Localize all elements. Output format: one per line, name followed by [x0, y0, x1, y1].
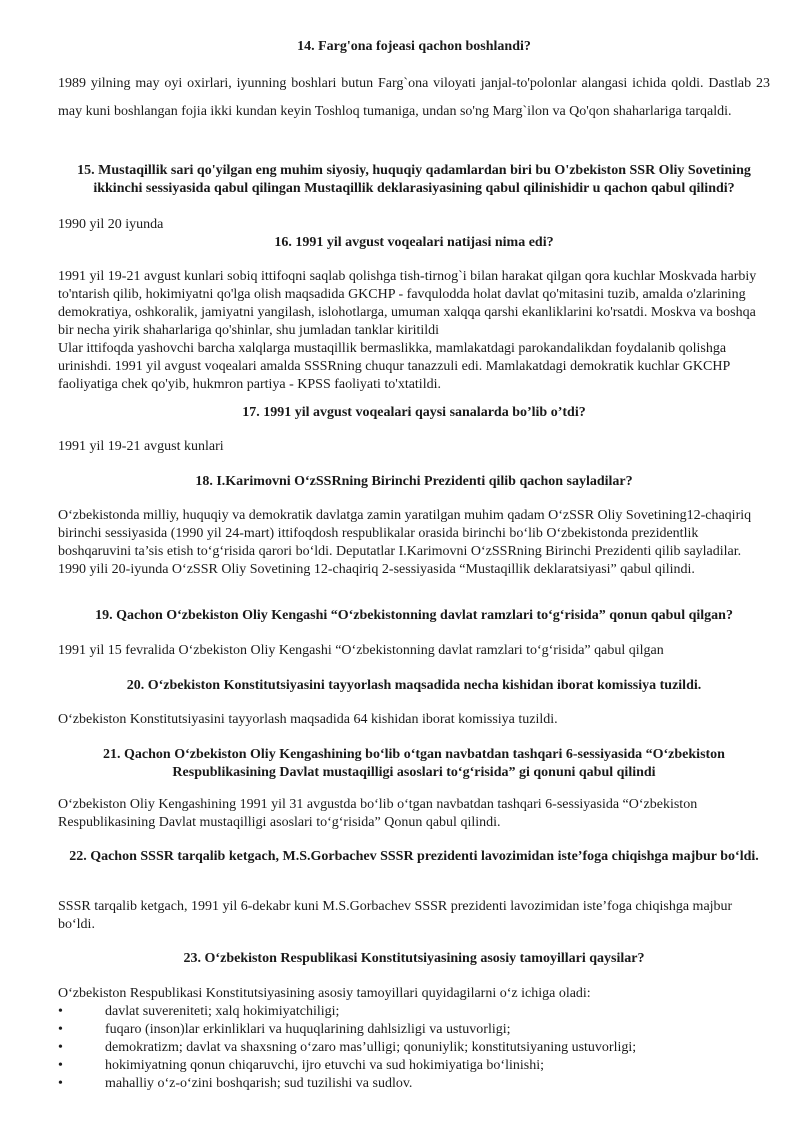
bullet-icon: • — [58, 1004, 63, 1019]
list-item-text: mahalliy o‘z-o‘zini boshqarish; sud tuzilishi va sudlov. — [105, 1076, 413, 1091]
question-heading-15: 15. Mustaqillik sari qo'yilgan eng muhim siyosiy, huquqiy qadamlardan biri bu O'zbekiston SSR Oliy Sovetining ikkinchi sessiyasida qabul qilingan Mustaqillik deklarasiyasining qabul qilinishidir u qachon qabul qilindi? — [77, 163, 751, 196]
question-heading-23: 23. O‘zbekiston Respublikasi Konstitutsiyasining asosiy tamoyillari qaysilar? — [183, 951, 645, 966]
answer-21: O‘zbekiston Oliy Kengashining 1991 yil 31 avgustda bo‘lib o‘tgan navbatdan tashqari 6-sessiyasida “O‘zbekiston Respublikasining Davlat mustaqilligi asoslari to‘g‘risida” Qonun qabul qilindi. — [58, 797, 698, 830]
list-item — [58, 1039, 770, 1057]
answer-18: O‘zbekistonda milliy, huquqiy va demokratik davlatga zamin yaratilgan muhim qadam O‘zSSR Oliy Sovetining12-chaqiriq birinchi sessiyasida (1990 yil 24-mart) ittifoqdosh respublikalar orasida birinchi bo‘lib O‘zbekistonda prezidentlik boshqaruvini ta’sis etish to‘g‘risida qarori bo‘ldi. Deputatlar I.Karimovni O‘zSSRning Birinchi Prezidenti qilib sayladilar. 1990 yili 20-iyunda O‘zSSR Oliy Sovetining 12-chaqiriq 2-sessiyasida “Mustaqillik deklaratsiyasi” qabul qilindi. — [58, 508, 752, 577]
answer-19: 1991 yil 15 fevralida O‘zbekiston Oliy Kengashi “O‘zbekistonning davlat ramzlari to‘g‘risida” qabul qilgan — [58, 643, 664, 658]
question-heading-18: 18. I.Karimovni O‘zSSRning Birinchi Prezidenti qilib qachon sayladilar? — [195, 474, 633, 489]
list-item-text: fuqaro (inson)lar erkinliklari va huquqlarining dahlsizligi va ustuvorligi; — [105, 1022, 511, 1037]
question-heading-21: 21. Qachon O‘zbekiston Oliy Kengashining bo‘lib o‘tgan navbatdan tashqari 6-sessiyasida “O‘zbekiston Respublikasining Davlat mustaqilligi asoslari to‘g‘risida” gi qonuni qabul qilindi — [103, 747, 725, 780]
list-item — [58, 1021, 770, 1039]
question-heading-22: 22. Qachon SSSR tarqalib ketgach, M.S.Gorbachev SSSR prezidenti lavozimidan iste’foga chiqishga majbur bo‘ldi. — [69, 849, 759, 864]
answer-16-paragraph-2: Ular ittifoqda yashovchi barcha xalqlarga mustaqillik bermaslikka, mamlakatdagi parokandalikdan foydalanib qolishga urinishdi. 1991 yil avgust voqealari amalda SSSRning chuqur tanazzuli edi. Mamlakatdagi demokratik kuchlar GKCHP faoliyatiga chek qo'yib, hukmron partiya - KPSS faoliyati to'xtatildi. — [58, 341, 730, 392]
list-item — [58, 1075, 770, 1093]
answer-15: 1990 yil 20 iyunda — [58, 217, 164, 232]
answer-16-paragraph-1: 1991 yil 19-21 avgust kunlari sobiq ittifoqni saqlab qolishga tish-tirnog`i bilan harakat qilgan qora kuchlar Moskvada harbiy to'ntarish qilib, hokimiyatni qo'lga olish maqsadida GKCHP - favqulodda holat davlat qo'mitasini tuzib, amalda o'zlarining demokratiya, oshkoralik, jamiyatni yangilash, islohotlarga, umuman xalqqa qarshi ekanliklarini ko'rsatdi. Moskva va boshqa bir necha yirik shaharlariga qo'shinlar, shu jumladan tanklar kiritildi — [58, 269, 757, 338]
question-heading-19: 19. Qachon O‘zbekiston Oliy Kengashi “O‘zbekistonning davlat ramzlari to‘g‘risida” qonun qabul qilgan? — [95, 608, 733, 623]
bullet-icon: • — [58, 1058, 63, 1073]
list-item — [58, 1057, 770, 1075]
list-item-text: hokimiyatning qonun chiqaruvchi, ijro etuvchi va sud hokimiyatiga bo‘linishi; — [105, 1058, 544, 1073]
question-heading-14: 14. Farg'ona fojeasi qachon boshlandi? — [297, 39, 531, 54]
list-item-text: davlat suvereniteti; xalq hokimiyatchiligi; — [105, 1004, 340, 1019]
answer-20: O‘zbekiston Konstitutsiyasini tayyorlash maqsadida 64 kishidan iborat komissiya tuzildi. — [58, 712, 558, 727]
question-heading-20: 20. O‘zbekiston Konstitutsiyasini tayyorlash maqsadida necha kishidan iborat komissiya tuzildi. — [126, 678, 702, 693]
bullet-icon: • — [58, 1076, 63, 1091]
answer-17: 1991 yil 19-21 avgust kunlari — [58, 439, 224, 454]
bullet-icon: • — [58, 1022, 63, 1037]
list-item-text: demokratizm; davlat va shaxsning o‘zaro mas’ulligi; qonuniylik; konstitutsiyaning ustuvorligi; — [105, 1040, 637, 1055]
answer-22: SSSR tarqalib ketgach, 1991 yil 6-dekabr kuni M.S.Gorbachev SSSR prezidenti lavozimidan iste’foga chiqishga majbur bo‘ldi. — [58, 899, 733, 932]
answer-23-intro: O‘zbekiston Respublikasi Konstitutsiyasining asosiy tamoyillari quyidagilarni o‘z ichiga oladi: — [58, 986, 591, 1001]
answer-14: 1989 yilning may oyi oxirlari, iyunning boshlari butun Farg`ona viloyati janjal-to'polonlar alangasi ichida qoldi. Dastlab 23 may kuni boshlangan fojia ikki kundan keyin Toshloq tumaniga, undan so'ng Marg`ilon va Qo'qon shaharlariga tarqaldi. — [58, 76, 770, 119]
principles-list — [58, 1003, 770, 1093]
bullet-icon: • — [58, 1040, 63, 1055]
list-item — [58, 1003, 770, 1021]
question-heading-16: 16. 1991 yil avgust voqealari natijasi nima edi? — [274, 235, 554, 250]
question-heading-17: 17. 1991 yil avgust voqealari qaysi sanalarda bo’lib o’tdi? — [242, 405, 586, 420]
